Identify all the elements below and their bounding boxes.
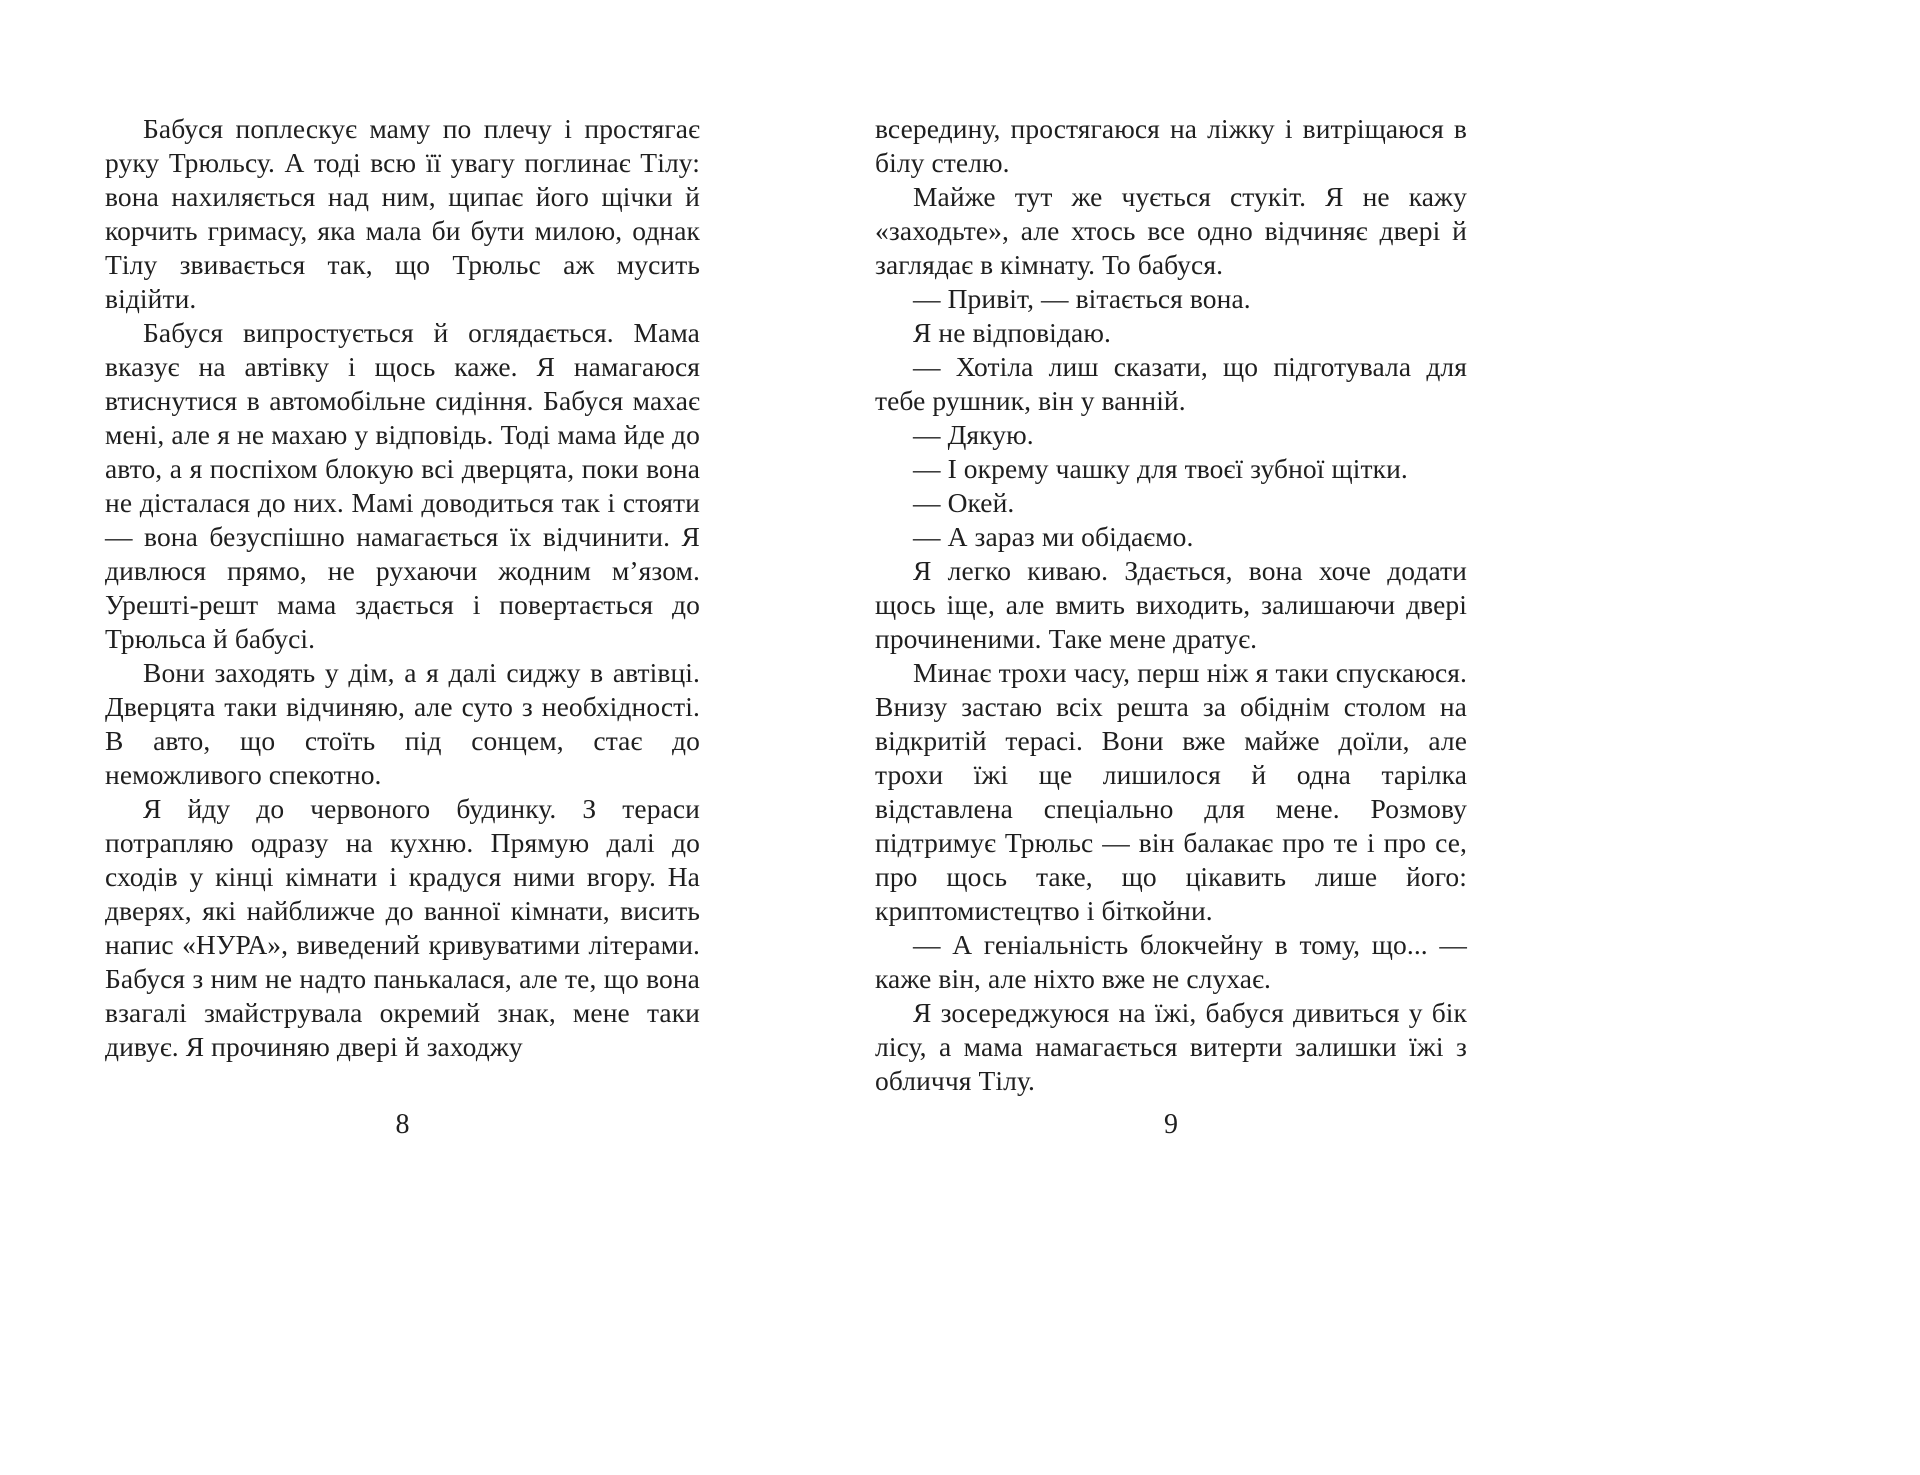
paragraph: Я не відповідаю.: [913, 317, 1111, 348]
page-left-text: [105, 112, 700, 1064]
page-number-left: 8: [395, 1109, 410, 1140]
paragraph: Бабуся випростується й оглядається. Мама вказує на автівку і щось каже. Я намагаюся втиснутися в автомобільне сидіння. Бабуся махає мені, але я не махаю у відповідь. Тоді мама йде до авто, а я поспіхом блокую всі дверцята, поки вона не дісталася до них. Мамі доводиться так і стояти — вона безуспішно намагається їх відчинити. Я дивлюся прямо, не рухаючи жодним м’язом. Урешті-решт мама здається і повертається до Трюльса й бабусі.: [105, 317, 700, 654]
dialogue-line: — І окрему чашку для твоєї зубної щітки.: [913, 453, 1408, 484]
paragraph: всередину, простягаюся на ліжку і витріщаюся в білу стелю.: [875, 113, 1467, 178]
dialogue-line: — Дякую.: [913, 419, 1034, 450]
paragraph: Майже тут же чується стукіт. Я не кажу «заходьте», але хтось все одно відчиняє двері й заглядає в кімнату. То бабуся.: [875, 181, 1467, 280]
dialogue-line: — Привіт, — вітається вона.: [913, 283, 1251, 314]
paragraph: Я йду до червоного будинку. З тераси потрапляю одразу на кухню. Прямую далі до сходів у кінці кімнати і крадуся ними вгору. На дверях, які найближче до ванної кімнати, висить напис «НУРА», виведений кривуватими літерами. Бабуся з ним не надто панькалася, але те, що вона взагалі змайструвала окремий знак, мене таки дивує. Я прочиняю двері й заходжу: [105, 793, 700, 1062]
page-left: [105, 112, 700, 1142]
dialogue-line: — А зараз ми обідаємо.: [913, 521, 1194, 552]
dialogue-line: — Хотіла лиш сказати, що підготувала для тебе рушник, він у ванній.: [875, 351, 1467, 416]
dialogue-line: — Окей.: [913, 487, 1015, 518]
paragraph: Бабуся поплескує маму по плечу і простягає руку Трюльсу. А тоді всю її увагу поглинає Тілу: вона нахиляється над ним, щипає його щічки й корчить гримасу, яка мала би бути милою, однак Тілу звивається так, що Трюльс аж мусить відійти.: [105, 113, 700, 314]
dialogue-line: — А геніальність блокчейну в тому, що... — каже він, але ніхто вже не слухає.: [875, 929, 1467, 994]
page-right: [875, 112, 1467, 1142]
paragraph: Вони заходять у дім, а я далі сиджу в автівці. Дверцята таки відчиняю, але суто з необхідності. В авто, що стоїть під сонцем, стає до неможливого спекотно.: [105, 657, 700, 790]
paragraph: Я зосереджуюся на їжі, бабуся дивиться у бік лісу, а мама намагається витерти залишки їжі з обличчя Тілу.: [875, 997, 1467, 1096]
paragraph: Минає трохи часу, перш ніж я таки спускаюся. Внизу застаю всіх решта за обіднім столом на відкритій терасі. Вони вже майже доїли, але трохи їжі ще лишилося й одна тарілка відставлена спеціально для мене. Розмову підтримує Трюльс — він балакає про те і про се, про щось таке, що цікавить лише його: криптомистецтво і біткойни.: [875, 657, 1467, 926]
page-right-text: [875, 112, 1467, 1098]
page-number-right: 9: [1164, 1109, 1178, 1140]
paragraph: Я легко киваю. Здається, вона хоче додати щось іще, але вмить виходить, залишаючи двері прочиненими. Таке мене дратує.: [875, 555, 1467, 654]
